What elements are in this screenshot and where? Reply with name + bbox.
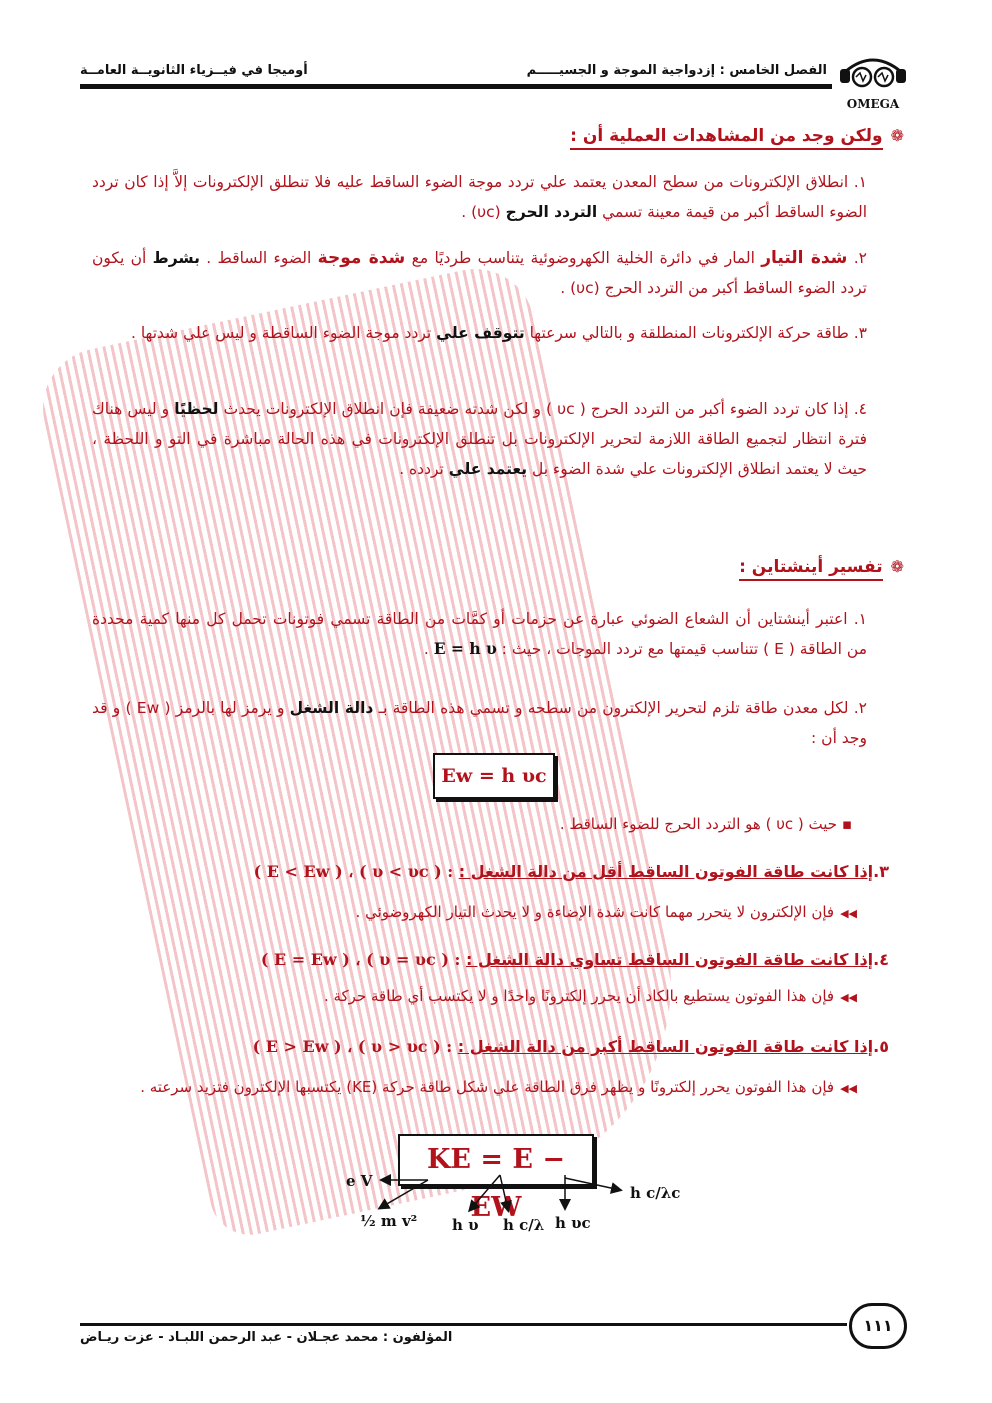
book-title: أوميجا في فيــزياء الثانويــة العامــة bbox=[80, 63, 308, 78]
section2-item-1: ١. اعتبر أينشتاين أن الشعاع الضوئي عبارة عن حزمات أو كمَّات من الطاقة تسمي فوتونات تحمل كل منها كمية محددة من الطاقة ( E ) تتناسب قيمتها مع تردد الموجات ، حيث : E = h υ . bbox=[92, 610, 867, 658]
hv-label: h υ bbox=[452, 1216, 479, 1234]
hc-lambdac-label: h c/λc bbox=[630, 1184, 681, 1202]
omega-logo-icon bbox=[838, 55, 908, 95]
header-rule bbox=[80, 84, 832, 89]
flower-bullet-icon: ❁ bbox=[890, 126, 904, 145]
logo-text: OMEGA bbox=[846, 97, 900, 111]
half-mv2-label: ½ m v² bbox=[360, 1212, 418, 1230]
ev-label: e V bbox=[346, 1172, 373, 1190]
section1-item-4: ٤. إذا كان تردد الضوء أكبر من التردد الحرج ( υc ) و لكن شدته ضعيفة فإن انطلاق الإلكترونات يحدث لحظيًا و ليس هناك فترة انتظار لتجميع الطاقة اللازمة لتحرير الإلكترونات بل تنطلق الإلكترونات في هذه الحالة مباشرة في التو و اللحظة ، حيث لا يعتمد انطلاق الإلكترونات علي شدة الضوء بل يعتمد علي تردده . bbox=[92, 400, 867, 478]
section1-item-2: ٢. شدة التيار المار في دائرة الخلية الكهروضوئية يتناسب طرديًا مع شدة موجة الضوء الساقط . بشرط أن يكون تردد الضوء الساقط أكبر من التردد الحرج (υc) . bbox=[92, 248, 867, 297]
section2-item-2: ٢. لكل معدن طاقة تلزم لتحرير الإلكترون من سطحه و تسمي هذه الطاقة بـ دالة الشغل و يرمز لها بالرمز ( Ew ) و قد وجد أن : bbox=[92, 699, 867, 747]
section1-item-3: ٣. طاقة حركة الإلكترونات المنطلقة و بالتالي سرعتها تتوقف علي تردد موجة الضوء الساقطة و ليس علي شدتها . bbox=[130, 324, 867, 342]
double-arrow-icon: ◀◀ bbox=[840, 1082, 857, 1095]
case-3-bullet: ◀◀فإن الإلكترون لا يتحرر مهما كانت شدة الإضاءة و لا يحدث التيار الكهروضوئي . bbox=[355, 903, 857, 921]
section1-item-1: ١. انطلاق الإلكترونات من سطح المعدن يعتمد علي تردد موجة الضوء الساقط عليه فلا تنطلق الإلكترونات إلاَّ إذا كان تردد الضوء الساقط أكبر من قيمة معينة تسمي التردد الحرج (υc) . bbox=[92, 173, 867, 221]
chapter-title: الفصل الخامس : إزدواجية الموجة و الجسيـــــم bbox=[526, 63, 827, 78]
page-number: ١١١ bbox=[863, 1316, 893, 1335]
kinetic-energy-formula-box: KE = E − EW bbox=[398, 1134, 594, 1186]
hvc-label: h υc bbox=[555, 1214, 591, 1232]
page-number-badge bbox=[849, 1303, 907, 1349]
case-4-heading: ٤.إذا كانت طاقة الفوتون الساقط تساوي دالة الشغل : ( E = Ew ) ، ( υ = υc ) : bbox=[260, 950, 889, 969]
critical-frequency-note: ▪ حيث ( υc ) هو التردد الحرج للضوء الساقط . bbox=[559, 815, 852, 833]
double-arrow-icon: ◀◀ bbox=[840, 907, 857, 920]
case-5-bullet: ◀◀فإن هذا الفوتون يحرر إلكترونًا و يظهر فرق الطاقة علي شكل طاقة حركة (KE) يكتسبها الإلكترون فتزيد سرعته . bbox=[140, 1078, 857, 1096]
double-arrow-icon: ◀◀ bbox=[840, 991, 857, 1004]
footer-rule bbox=[80, 1323, 847, 1326]
work-function-formula-box: Ew = h υc bbox=[433, 753, 555, 799]
case-3-heading: ٣.إذا كانت طاقة الفوتون الساقط أقل من دالة الشغل : ( E < Ew ) ، ( υ < υc ) : bbox=[253, 862, 889, 881]
flower-bullet-icon: ❁ bbox=[890, 557, 904, 576]
case-4-bullet: ◀◀فإن هذا الفوتون يستطيع بالكاد أن يحرر إلكترونًا واحدًا و لا يكتسب أي طاقة حركة . bbox=[323, 987, 857, 1005]
hc-lambda-label: h c/λ bbox=[503, 1216, 545, 1234]
section1-title: ❁ولكن وجد من المشاهدات العملية أن : bbox=[570, 126, 904, 146]
omega-logo bbox=[838, 55, 908, 110]
case-5-heading: ٥.إذا كانت طاقة الفوتون الساقط أكبر من دالة الشغل : ( E > Ew ) ، ( υ > υc ) : bbox=[252, 1037, 889, 1056]
section2-title: ❁تفسير أينشتاين : bbox=[739, 557, 904, 577]
authors-credit: المؤلفون : محمد عجـلان - عبد الرحمن اللبـاد - عزت ريـاض bbox=[80, 1330, 453, 1345]
